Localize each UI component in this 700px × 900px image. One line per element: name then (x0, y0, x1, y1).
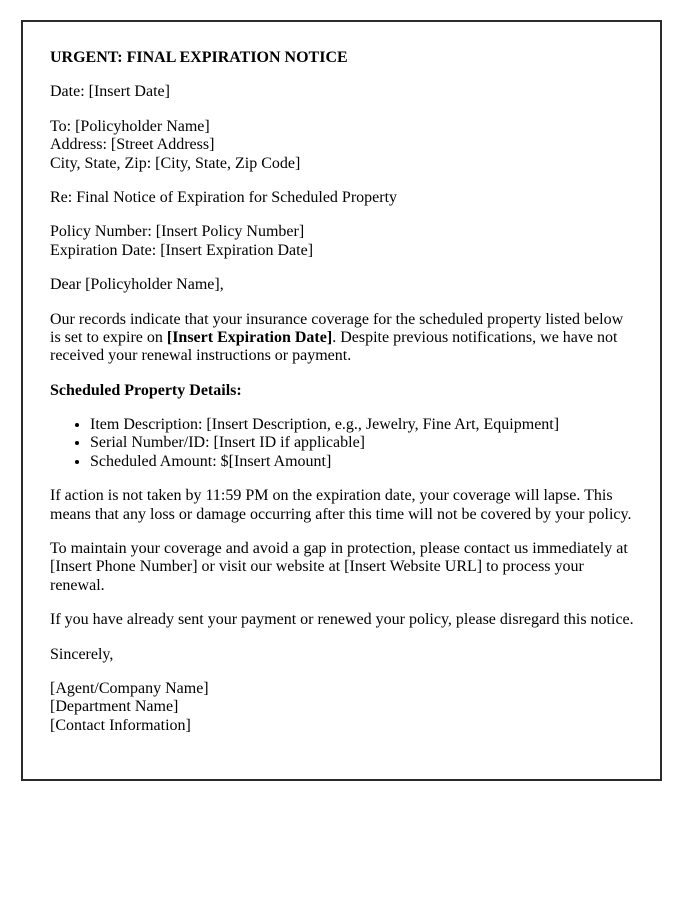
intro-text-before: Our records indicate that your insurance coverage for the scheduled property listed below is set to expire on (50, 310, 624, 346)
intro-paragraph (50, 311, 634, 366)
signature-department: [Department Name] (50, 698, 179, 716)
recipient-city-state-zip: City, State, Zip: [City, State, Zip Code] (50, 154, 301, 172)
re-line: Re: Final Notice of Expiration for Scheduled Property (50, 188, 398, 206)
policy-block (50, 223, 634, 260)
signature-contact: [Contact Information] (50, 716, 191, 734)
closing: Sincerely, (50, 645, 114, 663)
policy-number-line: Policy Number: [Insert Policy Number] (50, 223, 305, 241)
intro-expiration-date-bold: [Insert Expiration Date] (166, 328, 333, 346)
details-heading: Scheduled Property Details: (50, 381, 242, 399)
notice-title: URGENT: FINAL EXPIRATION NOTICE (50, 49, 348, 66)
expiration-date-line: Expiration Date: [Insert Expiration Date] (50, 241, 314, 259)
list-item-serial: • Serial Number/ID: [Insert ID if applicable] (90, 434, 634, 452)
lapse-paragraph: If action is not taken by 11:59 PM on the expiration date, your coverage will lapse. This means that any loss or damage occurring after this time will not be covered by your policy. (50, 487, 632, 523)
salutation: Dear [Policyholder Name], (50, 276, 224, 294)
disregard-paragraph: If you have already sent your payment or renewed your policy, please disregard this notice. (50, 611, 634, 629)
date-line: Date: [Insert Date] (50, 83, 170, 101)
list-item-amount: • Scheduled Amount: $[Insert Amount] (90, 453, 634, 471)
renewal-paragraph: To maintain your coverage and avoid a gap in protection, please contact us immediately at [Insert Phone Number] or visit our website at [Insert Website URL] to process your renewal. (50, 540, 628, 594)
signature-block (50, 680, 634, 735)
recipient-address: Address: [Street Address] (50, 136, 215, 154)
recipient-to: To: [Policyholder Name] (50, 117, 210, 135)
list-item-description: • Item Description: [Insert Description, e.g., Jewelry, Fine Art, Equipment] (90, 416, 634, 434)
letter-document (21, 20, 662, 781)
property-details-list (50, 416, 634, 471)
intro-text-after: . Despite previous notifications, we have not received your renewal instructions or payment. (50, 328, 618, 365)
signature-agent-company: [Agent/Company Name] (50, 679, 209, 697)
recipient-block (50, 118, 634, 173)
